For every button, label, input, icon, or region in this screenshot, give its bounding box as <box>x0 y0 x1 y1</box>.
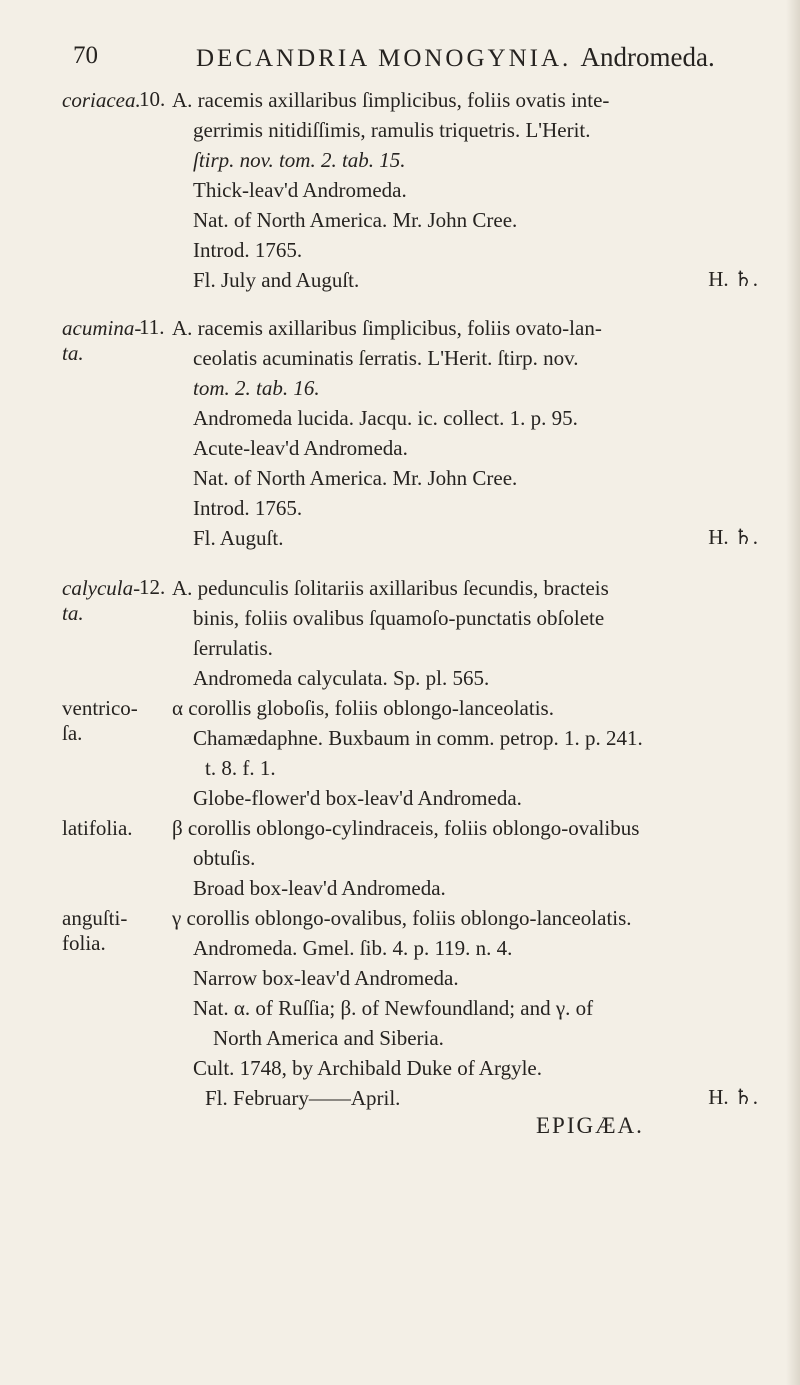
text-line: Andromeda calyculata. Sp. pl. 565. <box>193 666 490 690</box>
text-line: t. 8. f. 1. <box>205 756 276 780</box>
text-line: β corollis oblongo-cylindraceis, foliis oblongo-ovalibus <box>172 816 640 840</box>
text-line: binis, foliis ovalibus ſquamoſo-punctatis obſolete <box>193 606 605 630</box>
margin-label: coriacea. <box>62 88 141 112</box>
text-line: A. racemis axillaribus ſimplicibus, foliis ovato-lan- <box>172 316 602 340</box>
text-line: Acute-leav'd Andromeda. <box>193 436 408 460</box>
text-line: ceolatis acuminatis ſerratis. L'Herit. ſtirp. nov. <box>193 346 579 370</box>
running-head <box>196 42 715 73</box>
text-line: Globe-flower'd box-leav'd Andromeda. <box>193 786 522 810</box>
entry-number: 12. <box>139 575 166 599</box>
margin-label: calycula- <box>62 576 141 600</box>
text-line: Cult. 1748, by Archibald Duke of Argyle. <box>193 1056 542 1080</box>
text-line: Fl. February——April. <box>205 1086 401 1110</box>
margin-label: anguſti- <box>62 906 128 930</box>
running-head-text: DECANDRIA MONOGYNIA. <box>196 45 572 72</box>
text-line: Chamædaphne. Buxbaum in comm. petrop. 1. p. 241. <box>193 726 643 750</box>
text-line: ſerrulatis. <box>193 636 273 660</box>
text-line: Fl. Auguſt. <box>193 526 284 550</box>
text-line: A. racemis axillaribus ſimplicibus, foliis ovatis inte- <box>172 88 610 112</box>
margin-label: ſa. <box>62 721 83 745</box>
text-line: North America and Siberia. <box>213 1026 444 1050</box>
margin-label: ventrico- <box>62 696 138 720</box>
running-head-genus: Andromeda. <box>580 42 715 72</box>
habit-symbol: H. ♄. <box>708 525 758 549</box>
text-line: A. pedunculis ſolitariis axillaribus ſecundis, bracteis <box>172 576 609 600</box>
text-line: Nat. of North America. Mr. John Cree. <box>193 466 518 490</box>
text-line: ſtirp. nov. tom. 2. tab. 15. <box>193 148 406 172</box>
entry-number: 10. <box>139 87 166 111</box>
text-line: Narrow box-leav'd Andromeda. <box>193 966 459 990</box>
habit-symbol: H. ♄. <box>708 267 758 291</box>
habit-symbol: H. ♄. <box>708 1085 758 1109</box>
catchword: EPIGÆA. <box>536 1113 644 1138</box>
page-edge <box>786 0 800 1385</box>
text-line: α corollis globoſis, foliis oblongo-lanceolatis. <box>172 696 554 720</box>
text-line: Andromeda lucida. Jacqu. ic. collect. 1. p. 95. <box>193 406 578 430</box>
text-line: obtuſis. <box>193 846 256 870</box>
margin-label: ta. <box>62 601 84 625</box>
entry-number: 11. <box>139 315 165 339</box>
text-line: gerrimis nitidiſſimis, ramulis triquetris. L'Herit. <box>193 118 591 142</box>
margin-label: acumina- <box>62 316 142 340</box>
text-line: Thick-leav'd Andromeda. <box>193 178 407 202</box>
page-number: 70 <box>73 42 98 69</box>
text-line: Fl. July and Auguſt. <box>193 268 360 292</box>
margin-label: ta. <box>62 341 84 365</box>
text-line: Andromeda. Gmel. ſib. 4. p. 119. n. 4. <box>193 936 513 960</box>
page-header <box>0 42 800 76</box>
text-line: Nat. of North America. Mr. John Cree. <box>193 208 518 232</box>
text-line: Introd. 1765. <box>193 238 303 262</box>
text-line: Nat. α. of Ruſſia; β. of Newfoundland; and γ. of <box>193 996 594 1020</box>
margin-label: latifolia. <box>62 816 133 840</box>
margin-label: folia. <box>62 931 106 955</box>
text-line: γ corollis oblongo-ovalibus, foliis oblongo-lanceolatis. <box>172 906 632 930</box>
text-line: Broad box-leav'd Andromeda. <box>193 876 446 900</box>
text-line: Introd. 1765. <box>193 496 303 520</box>
text-line: tom. 2. tab. 16. <box>193 376 320 400</box>
